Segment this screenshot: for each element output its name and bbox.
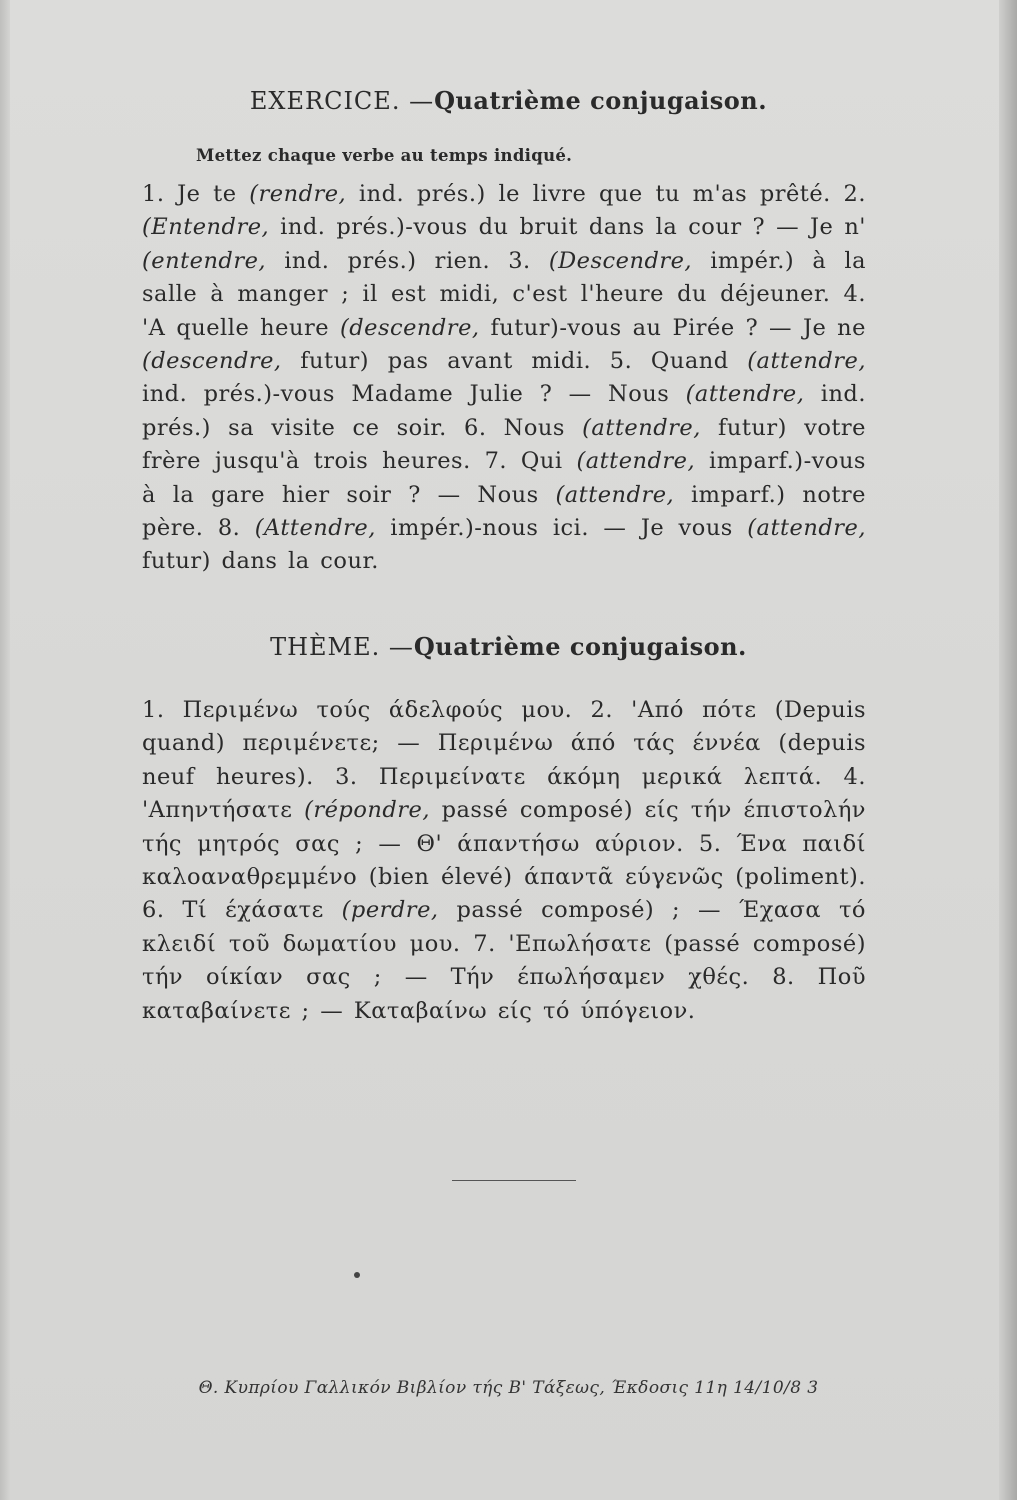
theme-heading-prefix: THÈME. — bbox=[270, 633, 414, 661]
italic-verb-segment: (attendre, bbox=[582, 414, 701, 441]
exercice-instruction: Mettez chaque verbe au temps indiqué. bbox=[196, 146, 573, 165]
italic-verb-segment: (attendre, bbox=[576, 448, 696, 475]
text-segment: futur) votre frère jusqu'à trois heures. 7. Qui bbox=[142, 414, 866, 475]
text-segment: passé composé) ; — Έχασα τό κλειδί τοῦ δωματίου μου. 7. 'Επωλήσατε (passé composé) τήν οίκίαν σας ; — Τήν έπωλήσαμεν χθές. 8. Ποῦ καταβαίνετε ; — Καταβαίνω είς τό ύπόγειον. bbox=[142, 897, 866, 1024]
italic-verb-segment: (rendre, bbox=[249, 181, 347, 207]
page-footer: Θ. Κυπρίου Γαλλικόν Βιβλίον τής Β' Τάξεως, Έκδοσις 11η 14/10/8 3 bbox=[198, 1378, 819, 1398]
text-segment: ind. prés.)-vous du bruit dans la cour ? — Je n' bbox=[269, 214, 866, 241]
italic-verb-segment: (Entendre, bbox=[142, 214, 270, 241]
italic-verb-segment: (descendre, bbox=[339, 314, 480, 341]
italic-verb-segment: (descendre, bbox=[142, 348, 282, 375]
text-segment: futur) dans la cour. bbox=[142, 548, 379, 575]
section-divider bbox=[452, 1180, 576, 1181]
exercice-paragraph bbox=[142, 178, 866, 579]
text-segment: passé composé) είς τήν έπιστολήν τής μητρός σας ; — Θ' άπαντήσω αύριον. 5. Ένα παιδί καλοαναθρεμμένο (bien élevé) άπαντᾶ εύγενῶς (poliment). 6. Τί έχάσατε bbox=[142, 797, 866, 924]
theme-heading-title: Quatrième conjugaison. bbox=[413, 632, 747, 661]
italic-verb-segment: (entendre, bbox=[142, 247, 267, 274]
ink-dot bbox=[354, 1272, 360, 1278]
text-segment: 1. Je te bbox=[142, 181, 250, 207]
italic-verb-segment: (attendre, bbox=[747, 515, 866, 542]
exercice-heading-prefix: EXERCICE. — bbox=[249, 87, 435, 115]
text-segment: futur)-vous au Pirée ? — Je ne bbox=[479, 314, 866, 341]
theme-heading bbox=[0, 632, 1017, 661]
exercice-heading-title: Quatrième conjugaison. bbox=[434, 86, 768, 115]
italic-verb-segment: (perdre, bbox=[341, 897, 439, 924]
italic-verb-segment: (Attendre, bbox=[254, 515, 376, 542]
italic-verb-segment: (répondre, bbox=[304, 797, 430, 824]
text-segment: impér.) à la salle à manger ; il est midi, c'est l'heure du déjeuner. 4. 'A quelle heure bbox=[142, 247, 866, 341]
text-segment: ind. prés.) le livre que tu m'as prêté. 2. bbox=[346, 181, 866, 207]
exercice-heading bbox=[0, 86, 1017, 115]
text-segment: impér.)-nous ici. — Je vous bbox=[375, 515, 748, 542]
text-segment: ind. prés.)-vous Madame Julie ? — Nous bbox=[142, 381, 686, 408]
italic-verb-segment: (Descendre, bbox=[548, 247, 693, 274]
theme-paragraph bbox=[142, 694, 866, 1028]
text-segment: 1. Περιμένω τούς άδελφούς μου. 2. 'Από πότε (Depuis quand) περιμένετε; — Περιμένω άπό τάς έννέα (depuis neuf heures). 3. Περιμείνατε άκόμη μερικά λεπτά. 4. 'Απηντήσατε bbox=[142, 697, 866, 824]
text-segment: imparf.)-vous à la gare hier soir ? — Nous bbox=[142, 448, 866, 508]
page-left-edge bbox=[0, 0, 10, 1500]
text-segment: imparf.) notre père. 8. bbox=[142, 481, 866, 542]
text-segment: futur) pas avant midi. 5. Quand bbox=[281, 348, 748, 375]
text-segment: ind. prés.) rien. 3. bbox=[266, 247, 549, 274]
italic-verb-segment: (attendre, bbox=[555, 481, 675, 508]
italic-verb-segment: (attendre, bbox=[747, 348, 866, 375]
text-segment: ind. prés.) sa visite ce soir. 6. Nous bbox=[142, 381, 866, 441]
page-right-edge bbox=[999, 0, 1017, 1500]
italic-verb-segment: (attendre, bbox=[685, 381, 805, 408]
